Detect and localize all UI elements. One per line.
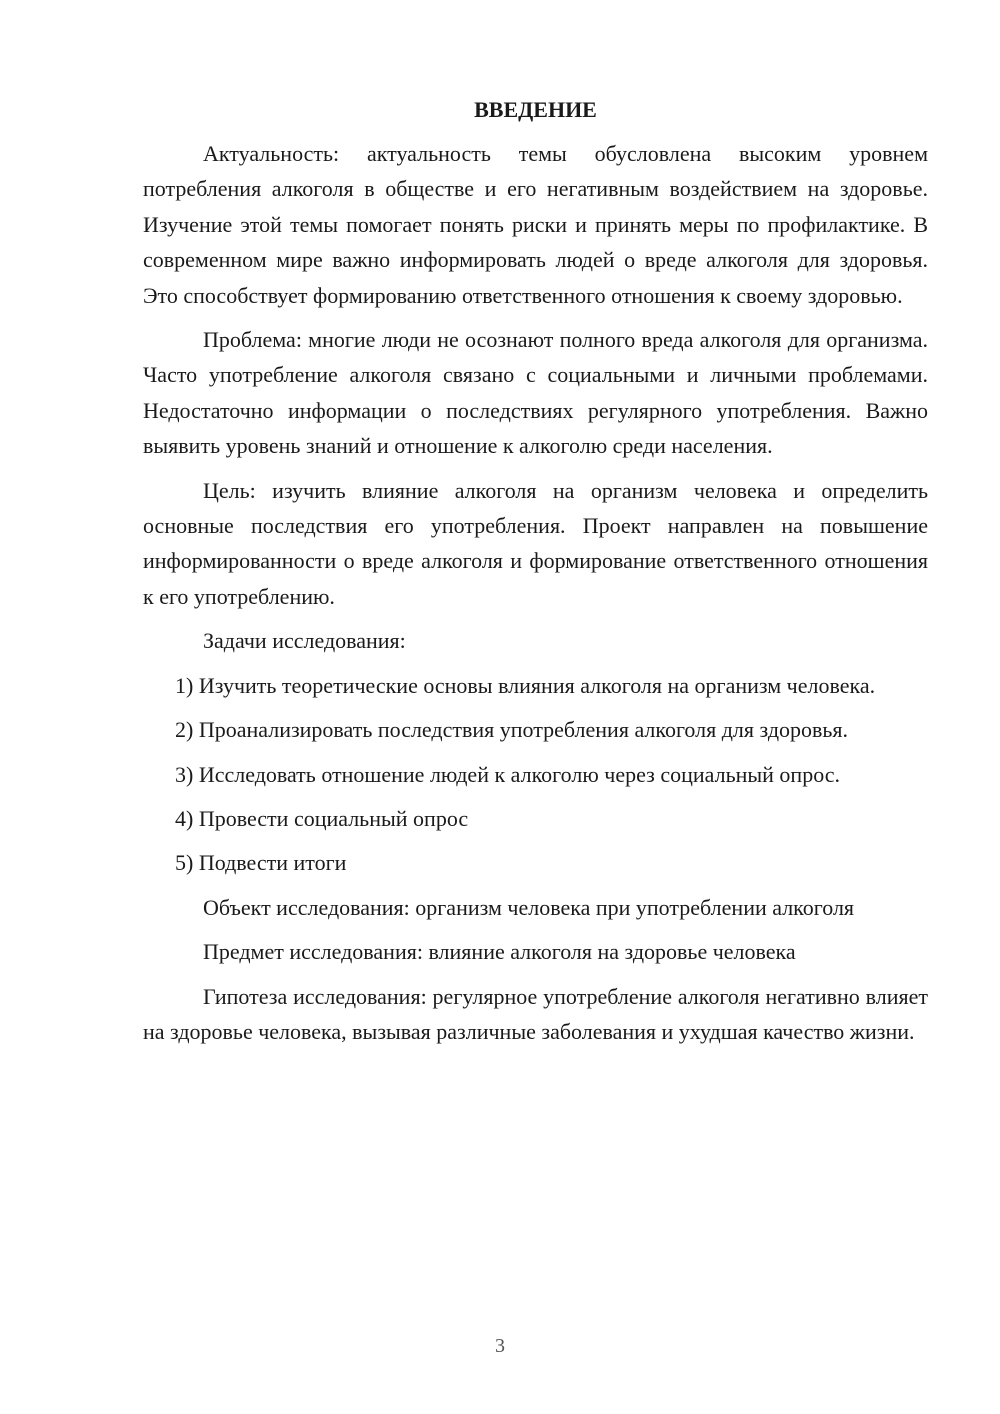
tasks-heading: Задачи исследования:: [203, 628, 406, 654]
problem-paragraph: Проблема: многие люди не осознают полного вреда алкоголя для организма. Часто употребление алкоголя связано с социальными и личными проблемами. Недостаточно информации о последствиях регулярного употребления. Важно выявить уровень знаний и отношение к алкоголю среди населения.: [143, 327, 928, 459]
page-title: ВВЕДЕНИЕ: [474, 97, 597, 122]
task-item-2: 2) Проанализировать последствия употребления алкоголя для здоровья.: [175, 717, 849, 743]
subject-paragraph: Предмет исследования: влияние алкоголя на здоровье человека: [203, 939, 796, 965]
relevance-paragraph: Актуальность: актуальность темы обусловлена высоким уровнем потребления алкоголя в обществе и его негативным воздействием на здоровье. Изучение этой темы помогает понять риски и принять меры по профилактике. В современном мире важно информировать людей о вреде алкоголя для здоровья. Это способствует формированию ответственного отношения к своему здоровью.: [143, 141, 928, 308]
document-page: [143, 96, 928, 1058]
task-item-3: 3) Исследовать отношение людей к алкоголю через социальный опрос.: [175, 761, 841, 787]
page-number: 3: [495, 1335, 505, 1357]
task-item-5: 5) Подвести итоги: [175, 850, 347, 876]
task-item-1: 1) Изучить теоретические основы влияния алкоголя на организм человека.: [175, 672, 876, 698]
object-paragraph: Объект исследования: организм человека при употреблении алкоголя: [203, 894, 855, 920]
goal-paragraph: Цель: изучить влияние алкоголя на организм человека и определить основные последствия его употребления. Проект направлен на повышение информированности о вреде алкоголя и формирование ответственного отношения к его употреблению.: [143, 477, 928, 609]
task-item-4: 4) Провести социальный опрос: [175, 805, 469, 831]
hypothesis-paragraph: Гипотеза исследования: регулярное употребление алкоголя негативно влияет на здоровье человека, вызывая различные заболевания и ухудшая качество жизни.: [143, 983, 928, 1044]
